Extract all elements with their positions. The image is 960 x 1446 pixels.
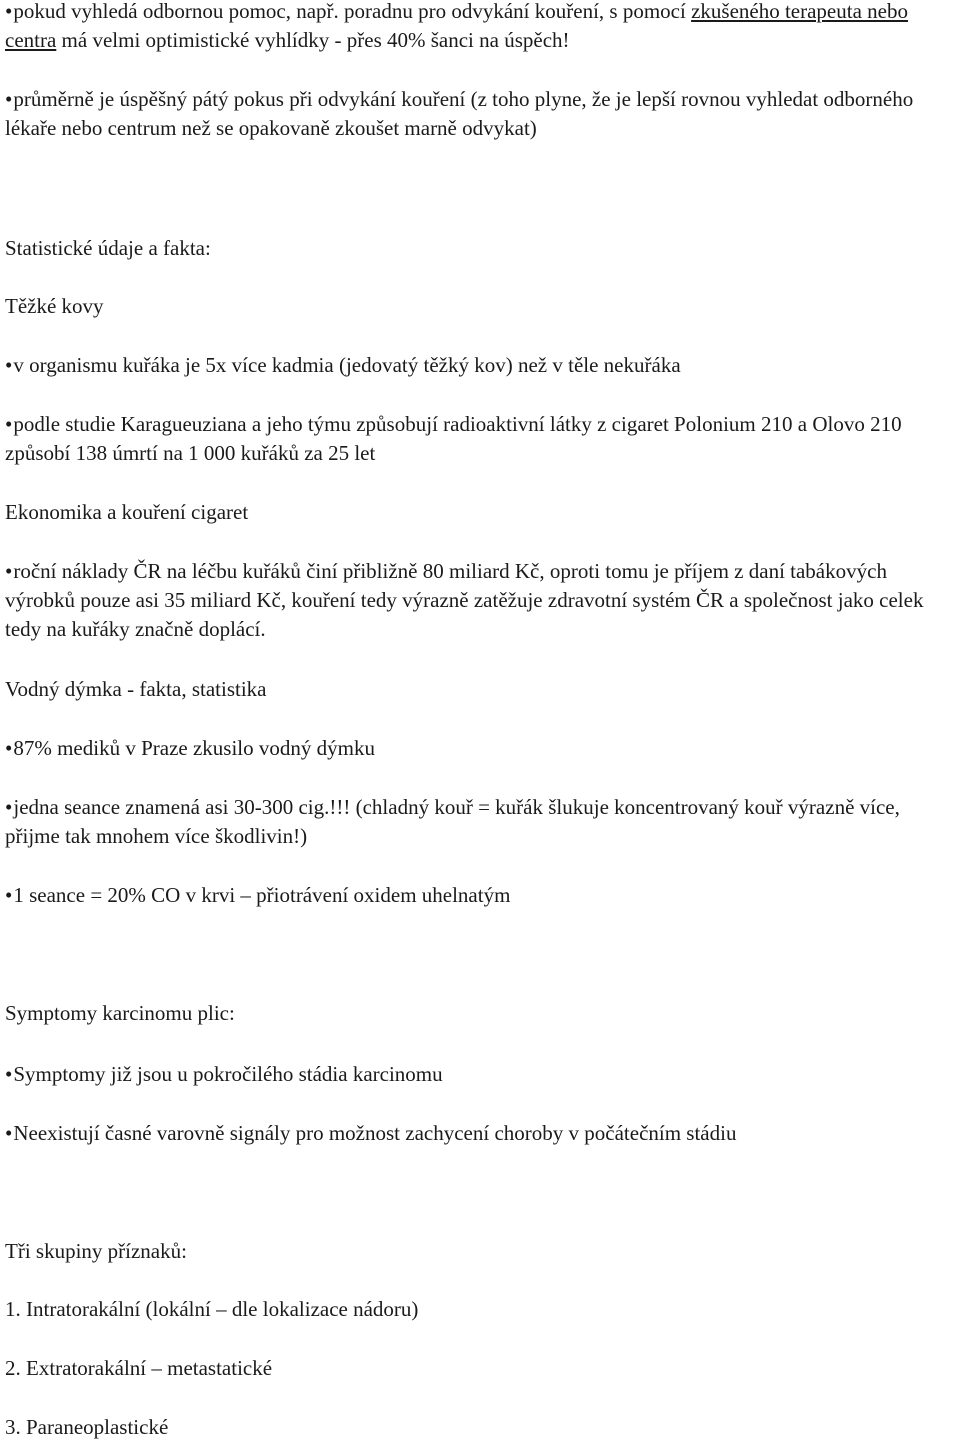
- intro-item-1-text-after: má velmi optimistické vyhlídky - přes 40% šanci na úspěch!: [56, 28, 570, 52]
- water-pipe-item-3: • 1 seance = 20% CO v krvi – přiotrávení oxidem uhelnatým: [5, 881, 957, 910]
- intro-item-1-text-before: pokud vyhledá odbornou pomoc, např. poradnu pro odvykání kouření, s pomocí: [13, 0, 692, 23]
- symptoms-item-2: • Neexistují časné varovně signály pro možnost zachycení choroby v počátečním stádiu: [5, 1119, 957, 1148]
- heavy-metals-heading: Těžké kovy: [5, 294, 104, 318]
- therapist-link-text: zkušeného terapeuta nebo centra: [5, 0, 908, 52]
- symptom-groups-heading: Tři skupiny příznaků:: [5, 1239, 187, 1263]
- economics-heading: Ekonomika a kouření cigaret: [5, 500, 249, 524]
- symptom-group-2: 2. Extratorakální – metastatické: [5, 1356, 273, 1380]
- symptoms-item-1: • Symptomy již jsou u pokročilého stádia karcinomu: [5, 1060, 957, 1089]
- symptom-group-1: 1. Intratorakální (lokální – dle lokalizace nádoru): [5, 1297, 419, 1321]
- water-pipe-item-2: • jedna seance znamená asi 30-300 cig.!!! (chladný kouř = kuřák šlukuje koncentrovaný kouř výrazně více, přijme tak mnohem více škodlivin!): [5, 793, 957, 851]
- intro-item-2: • průměrně je úspěšný pátý pokus při odvykání kouření (z toho plyne, že je lepší rovnou vyhledat odborného lékaře nebo centrum než se opakovaně zkoušet marně odvykat): [5, 85, 957, 143]
- heavy-metals-item-1: • v organismu kuřáka je 5x více kadmia (jedovatý těžký kov) než v těle nekuřáka: [5, 351, 957, 380]
- economics-item-1: • roční náklady ČR na léčbu kuřáků činí přibližně 80 miliard Kč, oproti tomu je příjem z daní tabákových výrobků pouze asi 35 miliard Kč, kouření tedy výrazně zatěžuje zdravotní systém ČR a společnost jako celek tedy na kuřáky značně doplácí.: [5, 557, 957, 644]
- water-pipe-heading: Vodný dýmka - fakta, statistika: [5, 677, 267, 701]
- water-pipe-item-1: • 87% mediků v Praze zkusilo vodný dýmku: [5, 734, 957, 763]
- intro-item-1: [5, 0, 957, 55]
- symptom-group-3: 3. Paraneoplastické: [5, 1415, 169, 1439]
- statistics-heading: Statistické údaje a fakta:: [5, 236, 211, 260]
- symptoms-heading: Symptomy karcinomu plic:: [5, 1001, 235, 1025]
- heavy-metals-item-2: • podle studie Karagueuziana a jeho týmu způsobují radioaktivní látky z cigaret Polonium 210 a Olovo 210 způsobí 138 úmrtí na 1 000 kuřáků za 25 let: [5, 410, 957, 468]
